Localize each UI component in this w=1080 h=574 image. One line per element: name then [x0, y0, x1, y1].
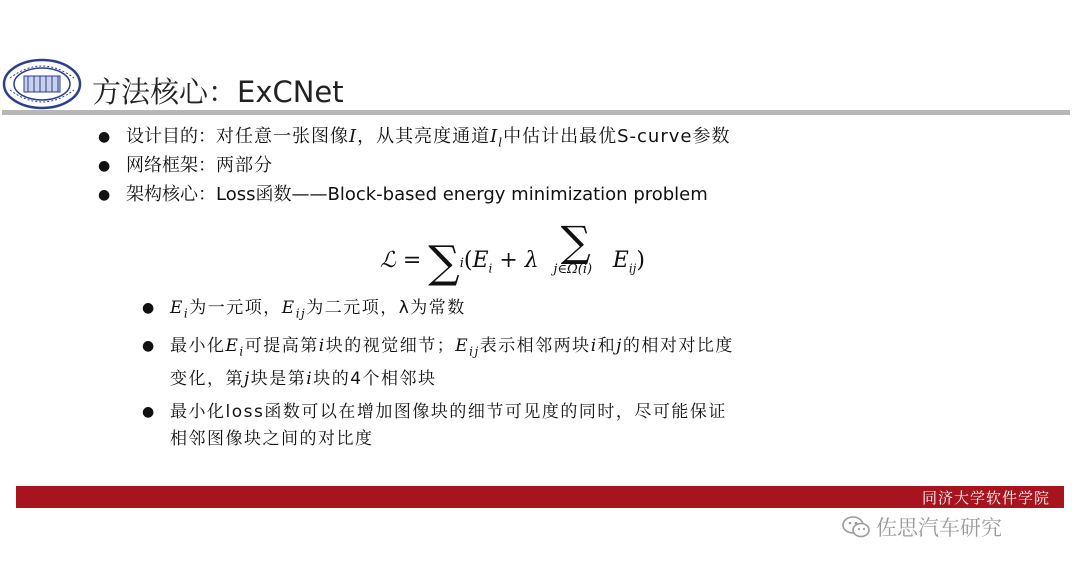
sub-bullet-item: ● $E_i$为一元项，$E_{ij}$为二元项，λ为常数 [142, 295, 734, 327]
university-logo [2, 58, 82, 110]
bullet-item [98, 122, 730, 151]
footer-school-name: 同济大学软件学院 [921, 489, 1050, 507]
bullet-dot-icon: ● [142, 300, 156, 316]
slide-title: 方法核心：ExCNet [92, 75, 344, 109]
bullet-item [98, 180, 730, 209]
wechat-icon [842, 515, 870, 539]
main-bullet-list [98, 122, 730, 209]
sub-bullet-list [142, 295, 734, 453]
bullet-text: 对任意一张图像I，从其亮度通道$I_l$中估计出最优S-curve参数 [216, 126, 731, 150]
loss-formula: ℒ = $\sum i(E_i + \lambda$ ∑ j∈Ω(i) $E_{ij}$) [380, 217, 645, 288]
bullet-text: Loss函数——Block-based energy minimization problem [216, 184, 708, 205]
bullet-label: 架构核心： [126, 184, 216, 205]
bullet-dot-icon: ● [142, 338, 156, 355]
watermark-text: 佐思汽车研究 [876, 516, 1002, 540]
sub-bullet-item: ● 最小化$E_i$可提高第i块的视觉细节；$E_{ij}$表示相邻两块i和j的相对对比度 [142, 333, 734, 365]
bullet-dot-icon: ● [98, 187, 111, 203]
title-divider [2, 110, 1070, 115]
sub-bullet-item: ● 最小化loss函数可以在增加图像块的细节可见度的同时，尽可能保证 [142, 399, 734, 426]
bullet-dot-icon: ● [98, 129, 111, 145]
bullet-label: 网络框架： [126, 155, 216, 176]
bullet-dot-icon: ● [98, 158, 111, 174]
bullet-item [98, 151, 730, 180]
bullet-label: 设计目的： [126, 126, 216, 147]
bullet-dot-icon: ● [142, 403, 156, 420]
watermark [842, 512, 1002, 542]
bullet-text: 两部分 [216, 155, 273, 176]
footer-bar [16, 486, 1064, 508]
tongji-seal-icon [2, 58, 82, 110]
sub-bullet-continuation: 相邻图像块之间的对比度 [170, 428, 374, 449]
sub-bullet-continuation: 变化，第j块是第i块的4个相邻块 [170, 368, 437, 389]
